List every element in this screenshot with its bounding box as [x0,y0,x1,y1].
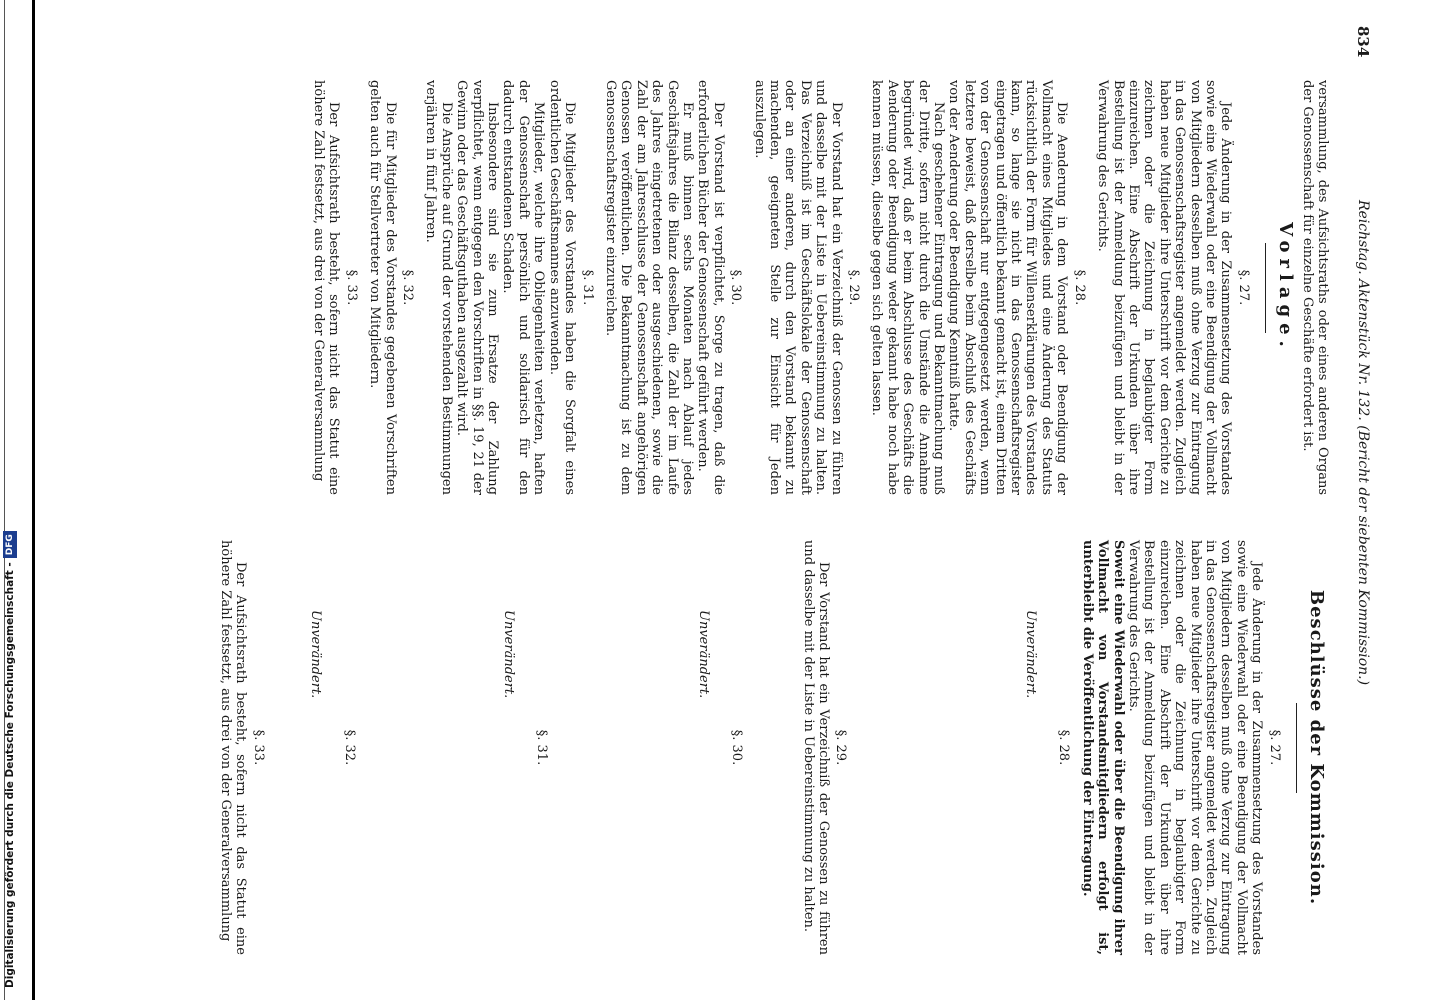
section-28-heading: §. 28. [1071,269,1087,306]
scan-edge-rule [32,0,35,1000]
section-28-heading: §. 28. [1056,729,1072,766]
intro-fragment: versammlung, des Aufsichtsraths oder eines anderen Organs der Genossenschaft für einzelne Geschäfte erfordert ist. [1299,80,1330,495]
section-32-text: Die für Mitglieder des Vorstandes gegebenen Vorschriften gelten auch für Stellvertreter von Mitgliedern. [367,80,398,495]
section-29-text: Der Vorstand hat ein Verzeichniß der Genossen zu führen und dasselbe mit der Liste in Uebereinstimmung zu halten. Das Verzeichniß ist im Geschäftslokale der Genossenschaft oder an einer anderen, durch den Vorstand bekannt zu machenden, geeigneten Stelle zur Einsicht für Jeden auszulegen. [751,80,844,495]
section-30-unchanged: Unverändert. [695,610,711,699]
column-title-beschluesse: Beschlüsse der Kommission. [1306,589,1327,906]
dfg-logo-icon: DFG [3,531,17,558]
section-31-paragraph: Die Ansprüche auf Grund der vorstehenden Bestimmungen verjähren in fünf Jahren. [423,80,454,495]
running-title: Reichstag. Aktenstück Nr. 132. (Bericht der siebenten Kommission.) [1355,200,1371,686]
section-33-heading: §. 33. [343,269,359,306]
title-rule [1265,243,1266,333]
column-title-vorlage: Vorlage. [1275,222,1297,353]
section-31-unchanged: Unverändert. [501,610,517,699]
section-27-text: Jede Änderung in der Zusammensetzung des Vorstandes sowie eine Wiederwahl oder eine Beendigung der Vollmacht von Mitgliedern desselben muß ohne Verzug zur Eintragung in das Genossenschaftsregister angemeldet werden. Zugleich haben neue Mitglieder ihre Unterschrift vor dem Gerichte zu zeichnen oder die Zeichnung in beglaubigter Form einzureichen. Eine Abschrift der Urkunden über ihre Bestellung ist der Anmeldung beizufügen und bleibt in der Verwahrung des Gerichts. [1125,540,1265,955]
section-30-heading: §. 30. [728,269,744,306]
section-30-paragraph: Der Vorstand ist verpflichtet, Sorge zu tragen, daß die erforderlichen Bücher der Genossenschaft geführt werden. [695,80,726,495]
digitization-credit [0,534,20,988]
section-31-heading: §. 31. [579,269,595,306]
section-28-paragraph: Die Aenderung in dem Vorstand oder Beendigung der Vollmacht eines Mitgliedes und eine Änderung des Statuts rücksichtlich der Form für Willenserklärungen des Vorstandes kann, so lange sie nicht in das Genossenschaftsregister eingetragen und öffentlich bekannt gemacht ist, einem Dritten von der Genossenschaft nur entgegengesetzt werden, wenn letztere beweist, daß derselbe beim Abschluß des Geschäfts von der Aenderung oder Beendigung Kenntniß hatte. [946,80,1070,495]
section-30-heading: §. 30. [729,729,745,766]
section-27-heading: §. 27. [1266,729,1282,766]
credit-text: Digitalisierung gefördert durch die Deutsche Forschungsgemeinschaft - [4,562,16,988]
section-28-unchanged: Unverändert. [1022,610,1038,699]
section-27-text: Jede Änderung in der Zusammensetzung des Vorstandes sowie eine Wiederwahl oder eine Beendigung der Vollmacht von Mitgliedern desselben muß ohne Verzug zur Eintragung in das Genossenschaftsregister angemeldet werden. Zugleich haben neue Mitglieder ihre Unterschrift vor dem Gerichte zu zeichnen oder die Zeichnung in beglaubigter Form einzureichen. Eine Abschrift der Urkunden über ihre Bestellung ist der Anmeldung beizufügen und bleibt in der Verwahrung des Gerichts. [1095,80,1234,495]
section-33-heading: §. 33. [250,729,266,766]
section-30-paragraph: Er muß binnen sechs Monaten nach Ablauf jedes Geschäftsjahres die Bilanz desselben, die Zahl der im Laufe des Jahres eingetretenen oder ausgeschiedenen, sowie die Zahl der am Jahresschlusse der Genossenschaft angehörigen Genossen veröffentlichen. Die Bekanntmachung ist zu dem Genossenschaftsregister einzureichen. [602,80,695,495]
section-32-heading: §. 32. [341,729,357,766]
section-29-heading: §. 29. [846,269,862,306]
section-31-paragraph: Insbesondere sind sie zum Ersatze der Zahlung verpflichtet, wenn entgegen den Vorschriften in §§. 19, 21 der Gewinn oder das Geschäftsguthaben ausgezahlt wird. [454,80,501,495]
section-32-unchanged: Unverändert. [308,610,324,699]
column-beschluesse [218,540,1330,955]
section-31-paragraph: Mitglieder, welche ihre Obliegenheiten verletzen, haften der Genossenschaft persönlich und solidarisch für den dadurch entstandenen Schaden. [500,80,547,495]
section-31-heading: §. 31. [534,729,550,766]
section-28-paragraph: Nach geschehener Eintragung und Bekanntmachung muß der Dritte, sofern nicht durch die Umstände die Annahme begründet wird, daß er beim Abschlusse des Geschäfts die Aenderung oder Beendigung weder gekannt habe noch habe kennen müssen, dieselbe gegen sich gelten lassen. [869,80,947,495]
section-29-text: Der Vorstand hat ein Verzeichniß der Genossen zu führen und dasselbe mit der Liste in Uebereinstimmung zu halten. [800,540,832,955]
column-vorlage [311,80,1330,495]
title-rule [1296,703,1297,793]
section-31-paragraph: Die Mitglieder des Vorstandes haben die Sorgfalt eines ordentlichen Geschäftsmannes anzuwenden. [546,80,578,495]
section-27-heading: §. 27. [1235,269,1251,306]
section-32-heading: §. 32. [400,269,416,306]
section-29-heading: §. 29. [833,729,849,766]
section-33-text: Der Aufsichtsrath besteht, sofern nicht das Statut eine höhere Zahl festsetzt, aus drei von der Generalversammlung [311,80,342,495]
section-27-amendment: Soweit eine Wiederwahl oder über die Beendigung ihrer Vollmacht von Vorstandsmitgliedern erfolgt ist, unterbleibt die Veröffentlichung der Eintragung. [1079,540,1126,955]
section-33-text: Der Aufsichtsrath besteht, sofern nicht das Statut eine höhere Zahl festsetzt, aus drei von der Generalversammlung [218,540,249,955]
page-number: 834 [1354,26,1372,58]
